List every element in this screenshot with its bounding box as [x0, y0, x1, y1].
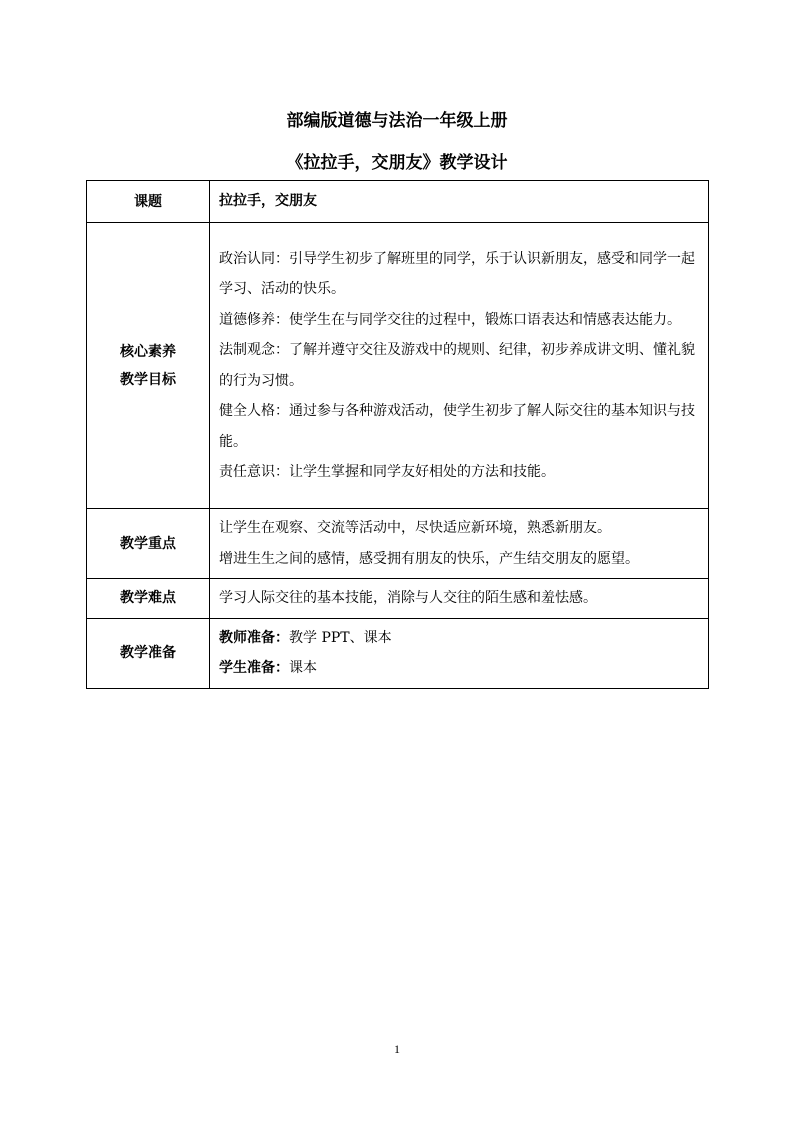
key-point-item: 让学生在观察、交流等活动中，尽快适应新环境，熟悉新朋友。 — [219, 520, 611, 536]
student-prep-label: 学生准备： — [219, 660, 289, 676]
goals-label-line2: 教学目标 — [120, 371, 176, 388]
table-row-difficulties — [87, 579, 709, 619]
table-row-key-points — [87, 509, 709, 579]
document-title: 部编版道德与法治一年级上册 — [286, 111, 508, 131]
lesson-plan-table — [86, 180, 709, 689]
student-prep-value: 课本 — [289, 660, 317, 676]
document-subtitle: 《拉拉手，交朋友》教学设计 — [286, 153, 508, 173]
teacher-prep-value: 教学 PPT、课本 — [289, 629, 392, 646]
goals-label-line1: 核心素养 — [120, 343, 176, 360]
goal-item: 责任意识：让学生掌握和同学友好相处的方法和技能。 — [219, 464, 555, 480]
key-points-label: 教学重点 — [87, 509, 210, 579]
goals-content — [210, 223, 709, 509]
difficulties-label: 教学难点 — [87, 579, 210, 619]
goal-item: 政治认同：引导学生初步了解班里的同学，乐于认识新朋友，感受和同学一起学习、活动的快乐。 — [219, 250, 695, 297]
key-point-item: 增进生生之间的感情，感受拥有朋友的快乐，产生结交朋友的愿望。 — [219, 550, 639, 567]
goal-item: 道德修养：使学生在与同学交往的过程中，锻炼口语表达和情感表达能力。 — [219, 311, 681, 328]
preparation-content — [210, 618, 709, 688]
teacher-prep-label: 教师准备： — [219, 629, 289, 646]
table-row-preparation — [87, 618, 709, 688]
table-row-goals — [87, 223, 709, 509]
goal-item: 健全人格：通过参与各种游戏活动，使学生初步了解人际交往的基本知识与技能。 — [219, 403, 695, 450]
goal-item: 法制观念：了解并遵守交往及游戏中的规则、纪律，初步养成讲文明、懂礼貌的行为习惯。 — [219, 342, 695, 389]
page-number: 1 — [394, 1042, 400, 1056]
table-row-topic — [87, 181, 709, 223]
teacher-prep — [219, 623, 702, 654]
topic-label: 课题 — [87, 181, 210, 223]
topic-value: 拉拉手，交朋友 — [210, 181, 709, 223]
key-points-content — [210, 509, 709, 579]
difficulties-value: 学习人际交往的基本技能，消除与人交往的陌生感和羞怯感。 — [210, 579, 709, 619]
preparation-label: 教学准备 — [87, 618, 210, 688]
goals-label — [87, 223, 210, 509]
student-prep — [219, 653, 702, 684]
